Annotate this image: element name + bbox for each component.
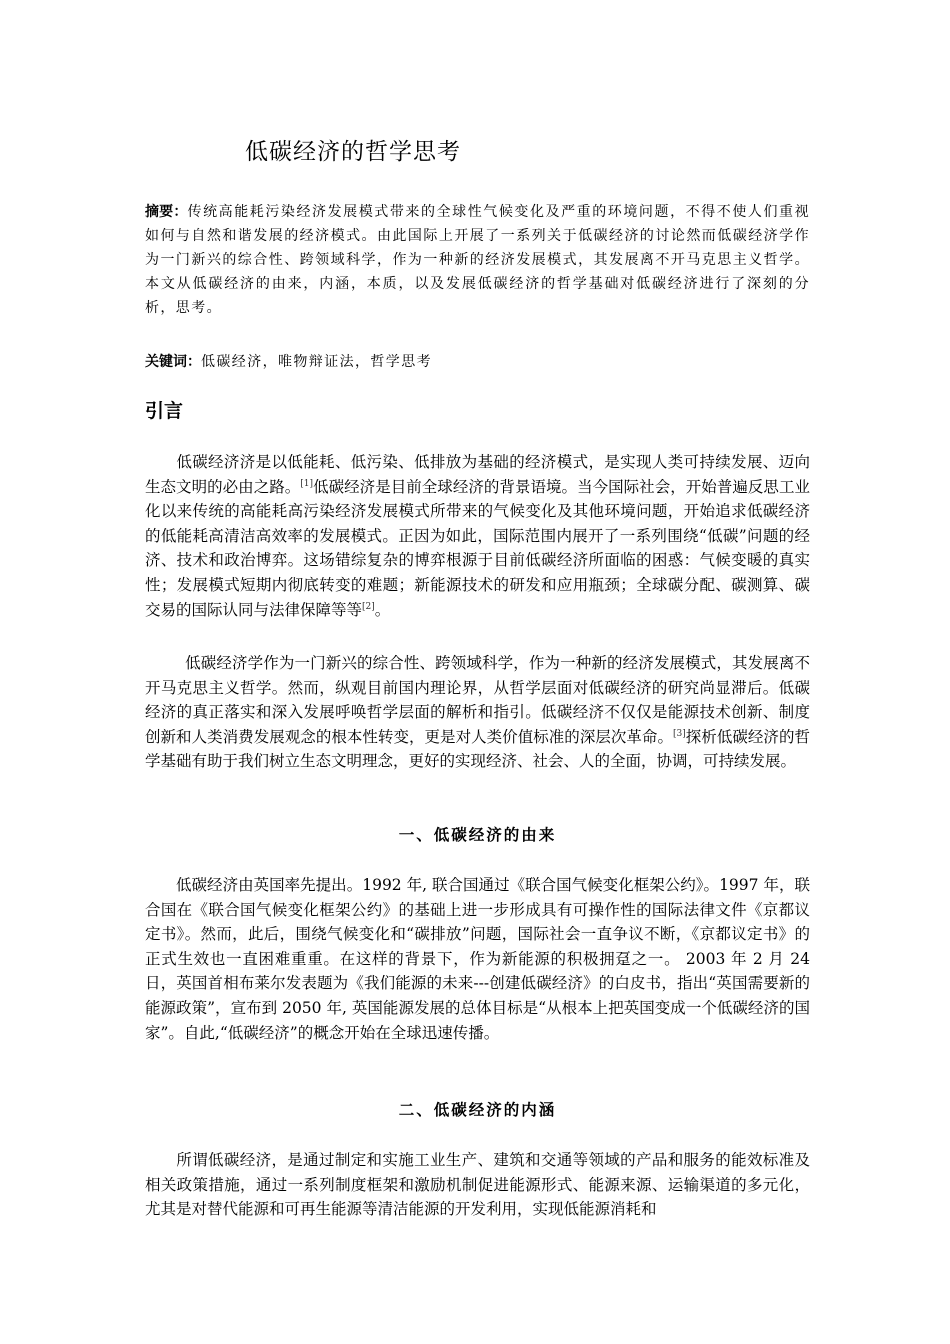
abstract bbox=[145, 200, 810, 320]
intro-heading: 引言 bbox=[145, 400, 184, 422]
section-2-text: 所谓低碳经济，是通过制定和实施工业生产、建筑和交通等领域的产品和服务的能效标准及相关政策措施，通过一系列制度框架和激励机制促进能源形式、能源来源、运输渠道的多元化，尤其是对替代能源和可再生能源等清洁能源的开发利用，实现低能源消耗和 bbox=[145, 1151, 810, 1219]
abstract-text: 传统高能耗污染经济发展模式带来的全球性气候变化及严重的环境问题，不得不使人们重视如何与自然和谐发展的经济模式。由此国际上开展了一系列关于低碳经济的讨论然而低碳经济学作为一门新兴的综合性、跨领域科学，作为一种新的经济发展模式，其发展离不开马克思主义哲学。本文从低碳经济的由来，内涵，本质，以及发展低碳经济的哲学基础对低碳经济进行了深刻的分析，思考。 bbox=[145, 204, 810, 316]
intro-p2-text-b: 探析低碳经济的哲学基础有助于我们树立生态文明理念，更好的实现经济、社会、人的全面，协调，可持续发展。 bbox=[145, 727, 810, 771]
keywords-label: 关键词： bbox=[145, 354, 201, 370]
section-1-paragraph bbox=[145, 873, 810, 1045]
section-2-paragraph bbox=[145, 1148, 810, 1222]
abstract-label: 摘要： bbox=[145, 204, 188, 220]
section-1-heading: 一、低碳经济的由来 bbox=[398, 825, 557, 844]
intro-paragraph-2 bbox=[145, 651, 810, 774]
section-2-heading: 二、低碳经济的内涵 bbox=[398, 1100, 557, 1119]
intro-p1-text-a: 低碳经济济是以低能耗、低污染、低排放为基础的经济模式，是实现人类可持续发展、迈向生态文明的必由之路。 bbox=[145, 453, 810, 496]
intro-paragraph-1 bbox=[145, 450, 810, 622]
intro-p2-text-a: 低碳经济学作为一门新兴的综合性、跨领域科学，作为一种新的经济发展模式，其发展离不开马克思主义哲学。然而，纵观目前国内理论界，从哲学层面对低碳经济的研究尚显滞后。低碳经济的真正落实和深入发展呼唤哲学层面的解析和指引。低碳经济不仅仅是能源技术创新、制度创新和人类消费发展观念的根本性转变，更是对人类价值标准的深层次革命。 bbox=[145, 654, 810, 746]
citation-1: [1] bbox=[300, 478, 314, 489]
document-title: 低碳经济的哲学思考 bbox=[245, 139, 461, 165]
citation-2: [2] bbox=[362, 601, 375, 612]
citation-3: [3] bbox=[673, 728, 686, 739]
section-1-text: 低碳经济由英国率先提出。1992 年, 联合国通过《联合国气候变化框架公约》。1997 年，联合国在《联合国气候变化框架公约》的基础上进一步形成具有可操作性的国际法律文件《京都议定书》。然而，此后，围绕气候变化和“碳排放”问题，国际社会一直争议不断，《京都议定书》的正式生效也一直困难重重。在这样的背景下，作为新能源的积极拥趸之一。 2003 年 2 月 24 日，英国首相布莱尔发表题为《我们能源的未来---创建低碳经济》的白皮书，指出“英国需要新的能源政策”，宣布到 2050 年, 英国能源发展的总体目标是“从根本上把英国变成一个低碳经济的国家”。自此,“低碳经济”的概念开始在全球迅速传播。 bbox=[145, 876, 810, 1042]
keywords-text: 低碳经济，唯物辩证法，哲学思考 bbox=[201, 354, 432, 370]
keywords bbox=[145, 350, 810, 374]
intro-p1-text-b: 低碳经济是目前全球经济的背景语境。当今国际社会，开始普遍反思工业化以来传统的高能耗高污染经济发展模式所带来的气候变化及其他环境问题，开始追求低碳经济的低能耗高清洁高效率的发展模式。正因为如此，国际范围内展开了一系列围绕“低碳”问题的经济、技术和政治博弈。这场错综复杂的博弈根源于目前低碳经济所面临的困惑：气候变暖的真实性；发展模式短期内彻底转变的难题；新能源技术的研发和应用瓶颈；全球碳分配、碳测算、碳交易的国际认同与法律保障等等 bbox=[145, 477, 810, 619]
intro-p1-text-c: 。 bbox=[374, 600, 391, 619]
